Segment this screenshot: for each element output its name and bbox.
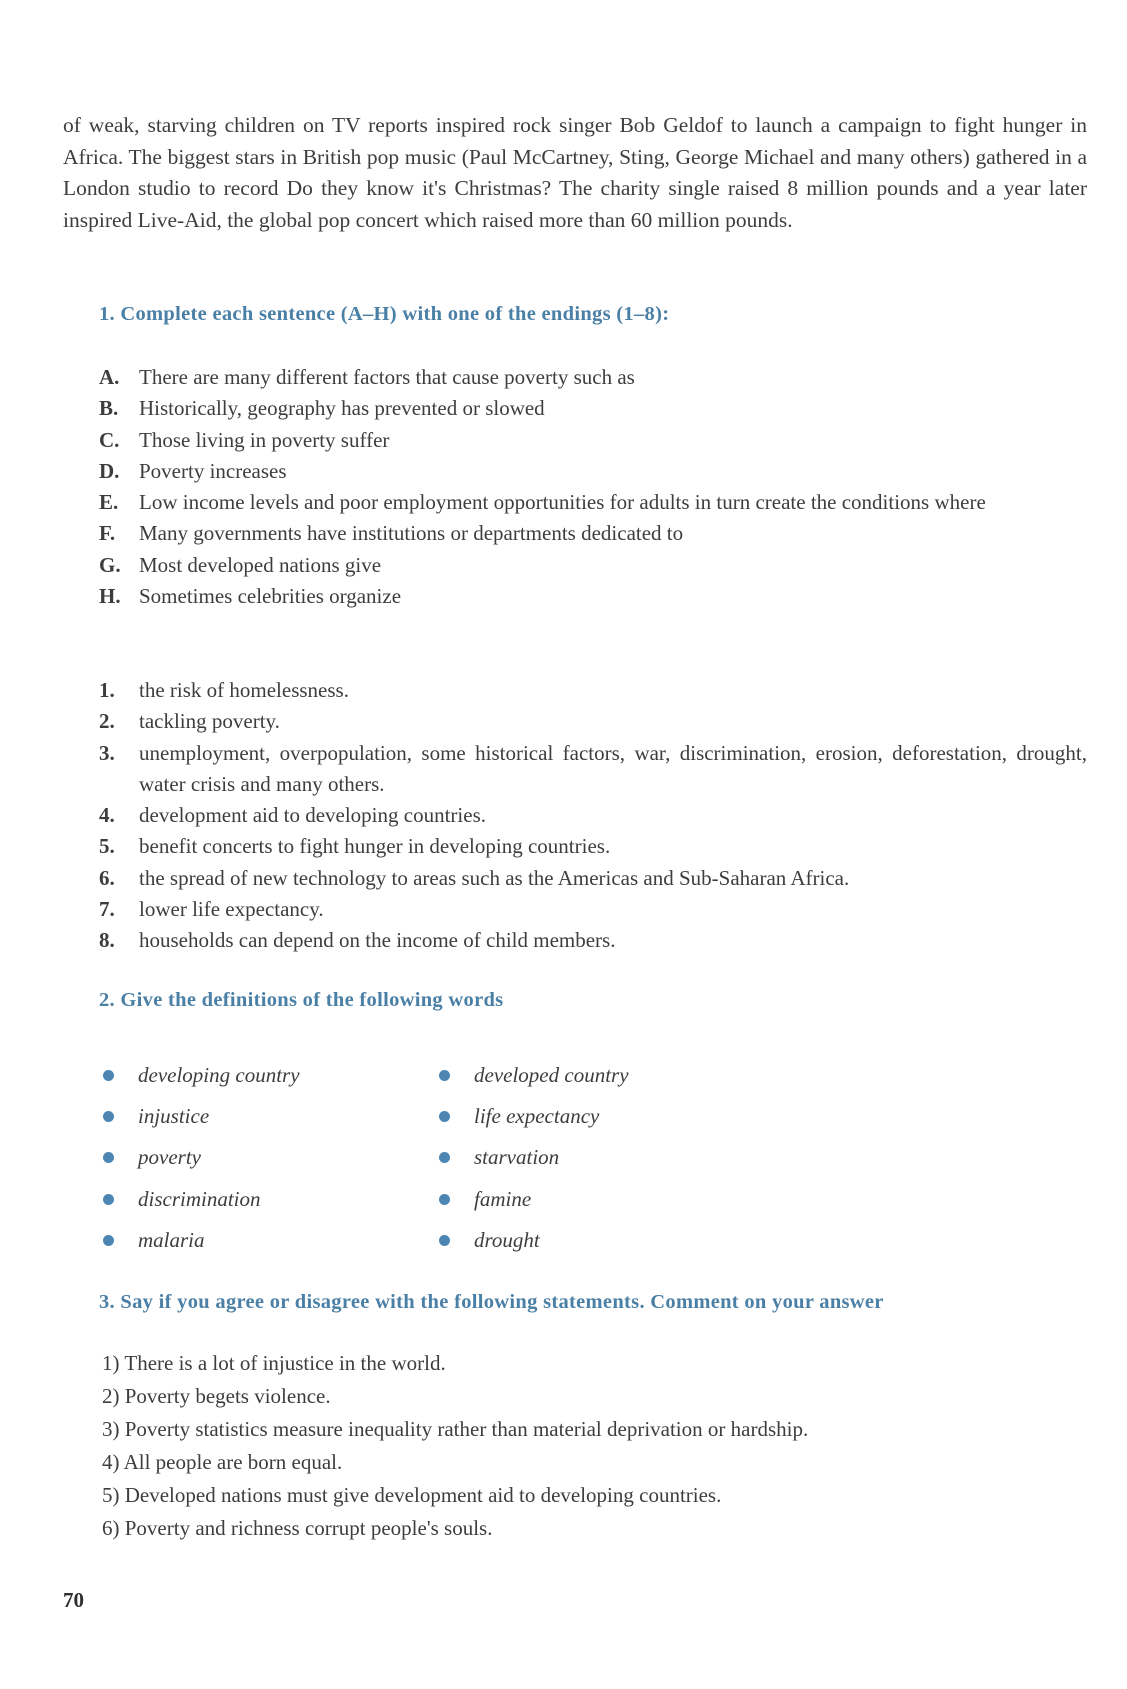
sentence-letter: H. [99,584,121,609]
intro-paragraph: of weak, starving children on TV reports inspired rock singer Bob Geldof to launch a campaign to fight hunger in Africa. The biggest stars in British pop music (Paul McCartney, Sting, George Michael and many others) gathered in a London studio to record Do they know it's Christmas? The charity single raised 8 million pounds and a year later inspired Live-Aid, the global pop concert which raised more than 60 million pounds. [63,113,1087,232]
vocab-word: drought [474,1227,540,1252]
task3-heading: 3. Say if you agree or disagree with the following statements. Comment on your answer [99,1291,884,1313]
task2-heading: 2. Give the definitions of the following words [99,989,504,1011]
ending-number: 2. [99,709,115,734]
task3-statement-list [102,1347,808,1545]
sentence-text: Most developed nations give [139,552,382,577]
sentence-text: Sometimes celebrities organize [139,584,402,609]
vocab-item [103,1055,300,1096]
ending-item [99,894,1087,925]
bullet-icon [103,1235,114,1246]
sentence-letter: G. [99,552,121,577]
sentence-letter: F. [99,521,116,546]
sentence-text: There are many different factors that cause poverty such as [139,365,635,389]
sentence-item [99,425,1087,456]
sentence-text: Those living in poverty suffer [139,427,390,452]
ending-number: 8. [99,928,115,953]
ending-item [99,738,1087,801]
ending-text: unemployment, overpopulation, some historical factors, war, discrimination, erosion, deforestation, drought, water crisis and many others. [139,740,1087,796]
sentence-item [99,393,1087,424]
vocab-word: starvation [474,1145,560,1170]
sentence-item [99,362,1087,393]
sentence-text: Poverty increases [139,458,287,483]
bullet-icon [439,1152,450,1163]
vocab-word: developing country [138,1063,300,1088]
bullet-icon [103,1194,114,1205]
sentence-item [99,518,1087,549]
sentence-letter: E. [99,490,119,515]
statement-item: 4) All people are born equal. [102,1450,343,1474]
page-number: 70 [63,1588,84,1612]
task1-heading: 1. Complete each sentence (A–H) with one of the endings (1–8): [99,303,670,325]
vocab-item [103,1096,300,1137]
ending-text: lower life expectancy. [139,897,324,922]
sentence-text: Low income levels and poor employment opportunities for adults in turn create the conditions where [139,490,986,515]
ending-number: 3. [99,740,115,765]
bullet-icon [439,1070,450,1081]
ending-item [99,925,1087,956]
vocab-item [439,1179,629,1220]
task1-endings-list [99,675,1087,957]
sentence-letter: C. [99,427,120,452]
vocab-left-column [103,1055,300,1261]
vocab-item [103,1220,300,1261]
bullet-icon [103,1152,114,1163]
ending-number: 4. [99,803,115,828]
sentence-letter: D. [99,458,120,483]
statement-item: 3) Poverty statistics measure inequality rather than material deprivation or hardship. [102,1417,809,1441]
vocab-item [439,1137,629,1178]
vocab-word: poverty [138,1145,201,1170]
ending-text: development aid to developing countries. [139,803,486,828]
bullet-icon [439,1194,450,1205]
ending-text: the spread of new technology to areas such as the Americas and Sub-Saharan Africa. [139,865,850,890]
sentence-item [99,487,1087,518]
bullet-icon [439,1111,450,1122]
bullet-icon [103,1111,114,1122]
statement-item: 2) Poverty begets violence. [102,1384,331,1408]
sentence-item [99,550,1087,581]
ending-item [99,863,1087,894]
sentence-text: Historically, geography has prevented or slowed [139,396,545,421]
vocab-word: developed country [474,1063,629,1088]
vocab-word: famine [474,1186,532,1211]
sentence-item [99,581,1087,612]
ending-item [99,706,1087,737]
vocab-right-column [439,1055,629,1261]
ending-item [99,800,1087,831]
vocab-item [439,1055,629,1096]
ending-number: 1. [99,678,115,702]
ending-number: 5. [99,834,115,859]
sentence-item [99,456,1087,487]
ending-number: 7. [99,897,115,922]
statement-item: 6) Poverty and richness corrupt people's souls. [102,1516,493,1540]
ending-text: households can depend on the income of child members. [139,928,616,953]
vocab-word: discrimination [138,1186,261,1211]
vocab-item [103,1137,300,1178]
task1-sentence-list [99,362,1087,612]
ending-text: benefit concerts to fight hunger in developing countries. [139,834,611,859]
vocab-item [439,1096,629,1137]
ending-item [99,831,1087,862]
ending-text: tackling poverty. [139,709,280,734]
statement-item: 5) Developed nations must give development aid to developing countries. [102,1483,722,1507]
vocab-word: injustice [138,1104,210,1129]
sentence-text: Many governments have institutions or departments dedicated to [139,521,684,546]
vocab-word: malaria [138,1227,205,1252]
ending-number: 6. [99,865,115,890]
ending-item [99,675,1087,706]
sentence-letter: A. [99,365,120,389]
vocab-item [439,1220,629,1261]
bullet-icon [103,1070,114,1081]
ending-text: the risk of homelessness. [139,678,349,702]
bullet-icon [439,1235,450,1246]
sentence-letter: B. [99,396,119,421]
vocab-item [103,1179,300,1220]
statement-item: 1) There is a lot of injustice in the world. [102,1351,446,1375]
vocab-word: life expectancy [474,1104,600,1129]
